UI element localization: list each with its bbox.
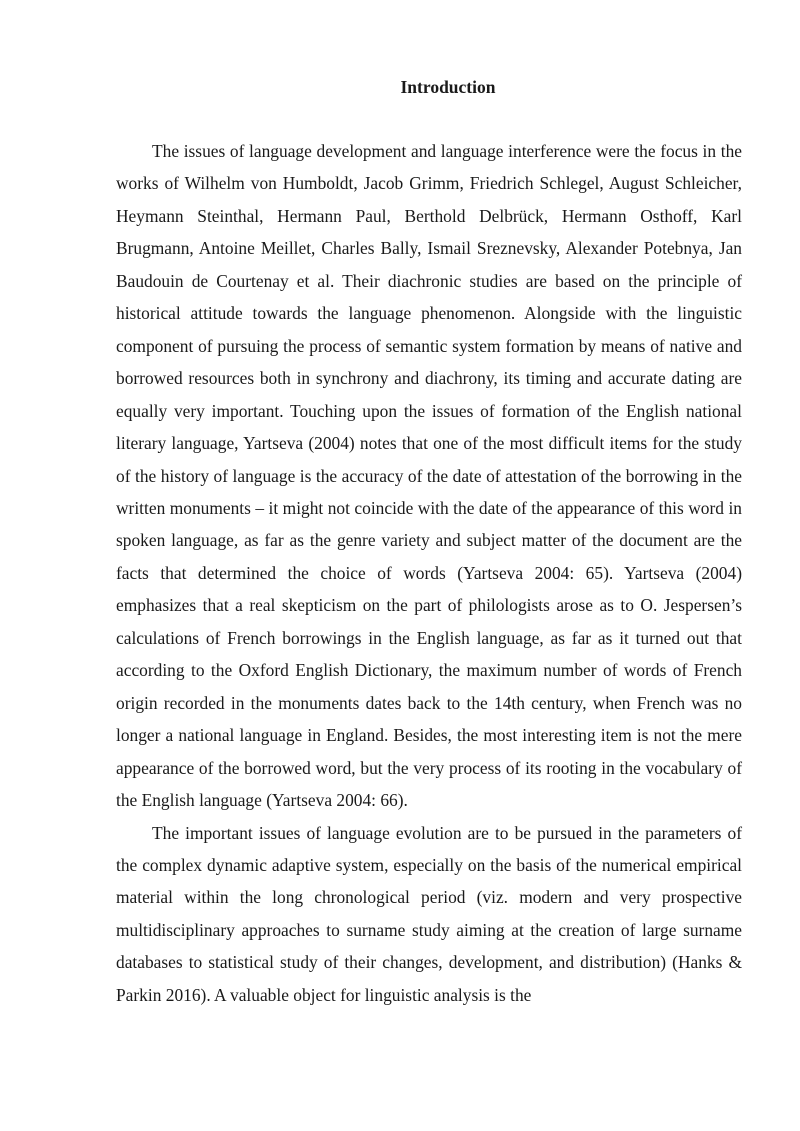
- page-title: Introduction: [400, 77, 496, 97]
- paragraph-1: The issues of language development and language interference were the focus in the works of Wilhelm von Humboldt, Jacob Grimm, Friedrich Schlegel, August Schleicher, Heymann Steinthal, Hermann Paul, Berthold Delbrück, Hermann Osthoff, Karl Brugmann, Antoine Meillet, Charles Bally, Ismail Sreznevsky, Alexander Potebnya, Jan Baudouin de Courtenay et al. Their diachronic studies are based on the principle of historical attitude towards the language phenomenon. Alongside with the linguistic component of pursuing the process of semantic system formation by means of native and borrowed resources both in synchrony and diachrony, its timing and accurate dating are equally very important. Touching upon the issues of formation of the English national literary language, Yartseva (2004) notes that one of the most difficult items for the study of the history of language is the accuracy of the date of attestation of the borrowing in the written monuments – it might not coincide with the date of the appearance of this word in spoken language, as far as the genre variety and subject matter of the document are the facts that determined the choice of words (Yartseva 2004: 65). Yartseva (2004) emphasizes that a real skepticism on the part of philologists arose as to O. Jespersen’s calculations of French borrowings in the English language, as far as it turned out that according to the Oxford English Dictionary, the maximum number of words of French origin recorded in the monuments dates back to the 14th century, when French was no longer a national language in England. Besides, the most interesting item is not the mere appearance of the borrowed word, but the very process of its rooting in the vocabulary of the English language (Yartseva 2004: 66).: [116, 141, 742, 811]
- paragraph-2: The important issues of language evolution are to be pursued in the parameters of the complex dynamic adaptive system, especially on the basis of the numerical empirical material within the long chronological period (viz. modern and very prospective multidisciplinary approaches to surname study aiming at the creation of large surname databases to statistical study of their changes, development, and distribution) (Hanks & Parkin 2016). A valuable object for linguistic analysis is the: [116, 822, 742, 1005]
- document-body: [116, 135, 742, 1011]
